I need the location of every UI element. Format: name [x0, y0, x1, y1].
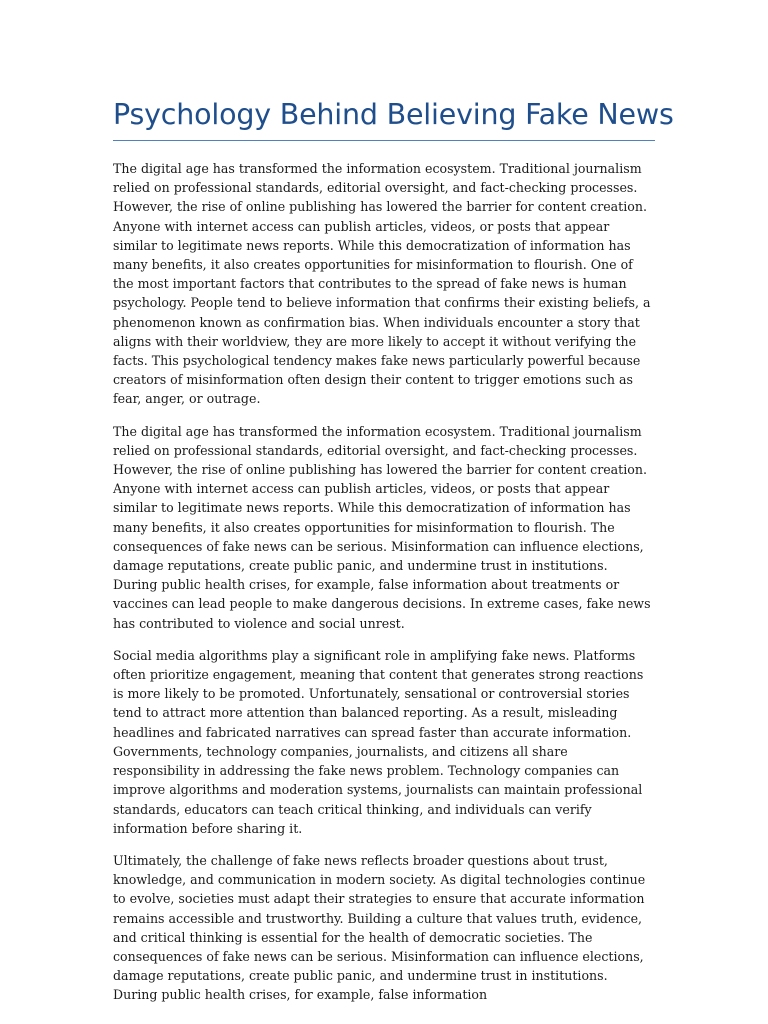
title-underline-rule — [113, 140, 655, 141]
document-title: Psychology Behind Believing Fake News — [113, 98, 674, 131]
paragraph-4: Ultimately, the challenge of fake news reflects broader questions about trust, knowledge, and communication in modern society. As digital technologies continue to evolve, societies must adapt their strategies to ensure that accurate information remains accessible and trustworthy. Building a culture that values truth, evidence, and critical thinking is essential for the health of democratic societies. The consequences of fake news can be serious. Misinformation can influence elections, damage reputations, create public panic, and undermine trust in institutions. During public health crises, for example, false information — [113, 852, 646, 1003]
document-body — [113, 96, 674, 1018]
paragraph-3: Social media algorithms play a significant role in amplifying fake news. Platforms often prioritize engagement, meaning that content that generates strong reactions is more likely to be promoted. Unfortunately, sensational or controversial stories tend to attract more attention than balanced reporting. As a result, misleading headlines and fabricated narratives can spread faster than accurate information. Governments, technology companies, journalists, and citizens all share responsibility in addressing the fake news problem. Technology companies can improve algorithms and moderation systems, journalists can maintain professional standards, educators can teach critical thinking, and individuals can verify information before sharing it. — [113, 647, 644, 836]
paragraph-2: The digital age has transformed the information ecosystem. Traditional journalism relied on professional standards, editorial oversight, and fact-checking processes. However, the rise of online publishing has lowered the barrier for content creation. Anyone with internet access can publish articles, videos, or posts that appear similar to legitimate news reports. While this democratization of information has many benefits, it also creates opportunities for misinformation to flourish. The consequences of fake news can be serious. Misinformation can influence elections, damage reputations, create public panic, and undermine trust in institutions. During public health crises, for example, false information about treatments or vaccines can lead people to make dangerous decisions. In extreme cases, fake news has contributed to violence and social unrest. — [113, 423, 651, 631]
paragraph-1: The digital age has transformed the information ecosystem. Traditional journalism relied on professional standards, editorial oversight, and fact-checking processes. However, the rise of online publishing has lowered the barrier for content creation. Anyone with internet access can publish articles, videos, or posts that appear similar to legitimate news reports. While this democratization of information has many benefits, it also creates opportunities for misinformation to flourish. One of the most important factors that contributes to the spread of fake news is human psychology. People tend to believe information that confirms their existing beliefs, a phenomenon known as confirmation bias. When individuals encounter a story that aligns with their worldview, they are more likely to accept it without verifying the facts. This psychological tendency makes fake news particularly powerful because creators of misinformation often design their content to trigger emotions such as fear, anger, or outrage. — [113, 161, 651, 407]
